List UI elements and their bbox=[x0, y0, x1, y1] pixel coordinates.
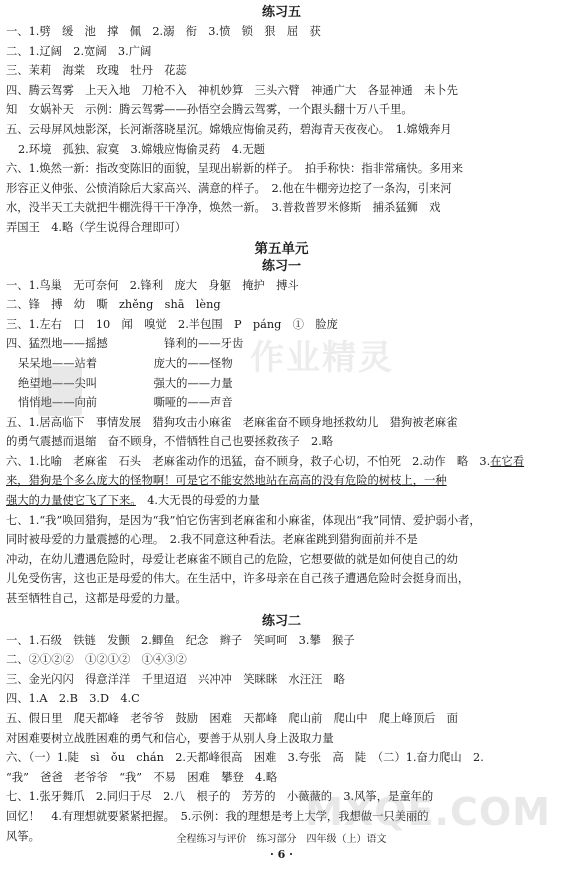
answer-line: 七、1.张牙舞爪 2.同归于尽 2.八 根子的 芳芳的 小薇薇的 3.风筝，是童年的 bbox=[6, 790, 434, 804]
answer-line: 风筝。 bbox=[6, 829, 40, 843]
answer-line: 五、假日里 爬天都峰 老爷爷 鼓励 困难 天都峰 爬山前 爬山中 爬上峰顶后 面 bbox=[6, 712, 458, 725]
answer-line: 水，没半天工夫就把牛棚洗得干干净净，焕然一新。 3.普救普罗米修斯 捕杀猛狮 戏 bbox=[6, 201, 441, 215]
answer-line: 三、1.左右 口 10 闻 嗅觉 2.半包围 P páng ① 脸庞 bbox=[6, 317, 338, 331]
answer-line: 一、1.劈 缓 池 撑 佩 2.溺 衔 3.愤 锁 狠 屈 获 bbox=[6, 25, 321, 38]
answer-line: 五、1.居高临下 事情发展 猎狗攻击小麻雀 老麻雀奋不顾身地拯救幼儿 猎狗被老麻雀 bbox=[6, 415, 458, 429]
answer-line bbox=[6, 452, 557, 472]
answer-line: 二、②①②② ①②①② ①④③② bbox=[6, 653, 187, 667]
answer-line bbox=[6, 491, 557, 511]
answer-line: 甚至牺牲自己，这都是母爱的力量。 bbox=[6, 592, 187, 606]
answer-line: 三、金光闪闪 得意洋洋 千里迢迢 兴冲冲 笑眯眯 水汪汪 略 bbox=[6, 672, 345, 686]
answer-line: 对困难要树立战胜困难的勇气和信心，要善于从别人身上汲取力量 bbox=[6, 731, 334, 745]
section-title-exercise1: 练习一 bbox=[261, 258, 301, 274]
answer-line: 一、1.鸟巢 无可奈何 2.锋利 庞大 身躯 掩护 搏斗 bbox=[6, 278, 299, 292]
page-footer: 全程练习与评价 练习部分 四年级（上）语文 bbox=[176, 834, 387, 845]
underlined-quote: 强大的力量使它飞了下来。 bbox=[6, 494, 136, 508]
answer-line: 知 女娲补天 示例：腾云驾雾——孙悟空会腾云驾雾，一个跟头翻十万八千里。 bbox=[6, 103, 413, 117]
answer-line: 悄悄地——向前 嘶哑的——声音 bbox=[18, 396, 233, 410]
answer-line: 二、1.辽阔 2.宽阔 3.广阔 bbox=[6, 44, 152, 58]
answer-line: 五、云母屏风烛影深，长河渐落晓星沉。嫦娥应悔偷灵药，碧海青天夜夜心。 1.嫦娥奔月 bbox=[6, 122, 452, 136]
exercise1-answers bbox=[6, 276, 557, 609]
answer-line: 四、猛烈地——摇撼 锋利的——牙齿 bbox=[6, 337, 244, 351]
answer-line: 六、1.焕然一新：指改变陈旧的面貌，呈现出崭新的样子。 拍手称快：指非常痛快。多用来 bbox=[6, 162, 464, 176]
answer-line: 七、1.“我”唤回猎狗，是因为“我”怕它伤害到老麻雀和小麻雀，体现出“我”同情、爱护弱小者， bbox=[6, 513, 481, 527]
watermark-url: MXQE.COM bbox=[305, 790, 551, 834]
section-title-exercise5: 练习五 bbox=[261, 5, 301, 20]
answer-line: 四、1.A 2.B 3.D 4.C bbox=[6, 692, 140, 706]
exercise5-answers bbox=[6, 22, 557, 238]
answer-text: 六、1.比喻 老麻雀 石头 老麻雀动作的迅猛，奋不顾身，救子心切，不怕死 2.动作 略 3. bbox=[6, 454, 491, 468]
answer-line: “我” 爸爸 老爷爷 “我” 不易 困难 攀登 4.略 bbox=[6, 770, 278, 784]
underlined-quote: 在它看 bbox=[490, 454, 525, 468]
unit-title: 第五单元 bbox=[254, 240, 309, 257]
answer-line: 儿免受伤害，这也正是母爱的伟大。在生活中，许多母亲在自己孩子遭遇危险时会挺身而出， bbox=[6, 572, 470, 586]
section-title-exercise2: 练习二 bbox=[261, 613, 301, 629]
answer-line: 冲动，在幼儿遭遇危险时，母爱让老麻雀不顾自己的危险，它想要做的就是如何使自己的幼 bbox=[6, 552, 458, 566]
watermark-logo bbox=[38, 366, 82, 416]
underlined-quote: 来，猎狗是个多么庞大的怪物啊！可是它不能安然地站在高高的没有危险的树枝上，一种 bbox=[6, 474, 447, 488]
answer-text: 4.大无畏的母爱的力量 bbox=[135, 494, 260, 508]
page-number: · 6 · bbox=[270, 848, 293, 861]
answer-line: 四、腾云驾雾 上天入地 刀枪不入 神机妙算 三头六臂 神通广大 各显神通 未卜先 bbox=[6, 83, 458, 97]
watermark-text: 作业精灵 bbox=[250, 338, 394, 378]
answer-line: 呆呆地——站着 庞大的——怪物 bbox=[18, 356, 233, 370]
answer-line: 一、1.石级 铁链 发颤 2.鲫鱼 纪念 辫子 笑呵呵 3.攀 猴子 bbox=[6, 633, 355, 647]
answer-line: 同时被母爱的力量震撼的心理。 2.我不同意这种看法。老麻雀跳到猎狗面前并不是 bbox=[6, 533, 418, 547]
answer-line: 2.环境 孤独、寂寞 3.嫦娥应悔偷灵药 4.无题 bbox=[18, 142, 265, 156]
answer-line: 回忆！ 4.有理想就要紧紧把握。 5.示例：我的理想是考上大学，我想做一只美丽的 bbox=[6, 809, 429, 823]
answer-line: 二、锋 搏 幼 嘶 zhěng shā lèng bbox=[6, 298, 221, 312]
answer-line: 三、茉莉 海棠 玫瑰 牡丹 花蕊 bbox=[6, 64, 187, 78]
answer-line: 弄国王 4.略（学生说得合理即可） bbox=[6, 220, 187, 234]
answer-line: 六、（一）1.陡 sì ǒu chán 2.天都峰很高 困难 3.夸张 高 陡 （二）1.奋力爬山 2. bbox=[6, 751, 484, 765]
answer-line: 绝望地——尖叫 强大的——力量 bbox=[18, 376, 233, 390]
answer-line: 的勇气震撼而退缩 奋不顾身，不惜牺牲自己也要拯救孩子 2.略 bbox=[6, 435, 334, 449]
answer-line: 形容正义伸张、公愤消除后大家高兴、满意的样子。 2.他在牛棚旁边挖了一条沟，引来河 bbox=[6, 181, 452, 195]
